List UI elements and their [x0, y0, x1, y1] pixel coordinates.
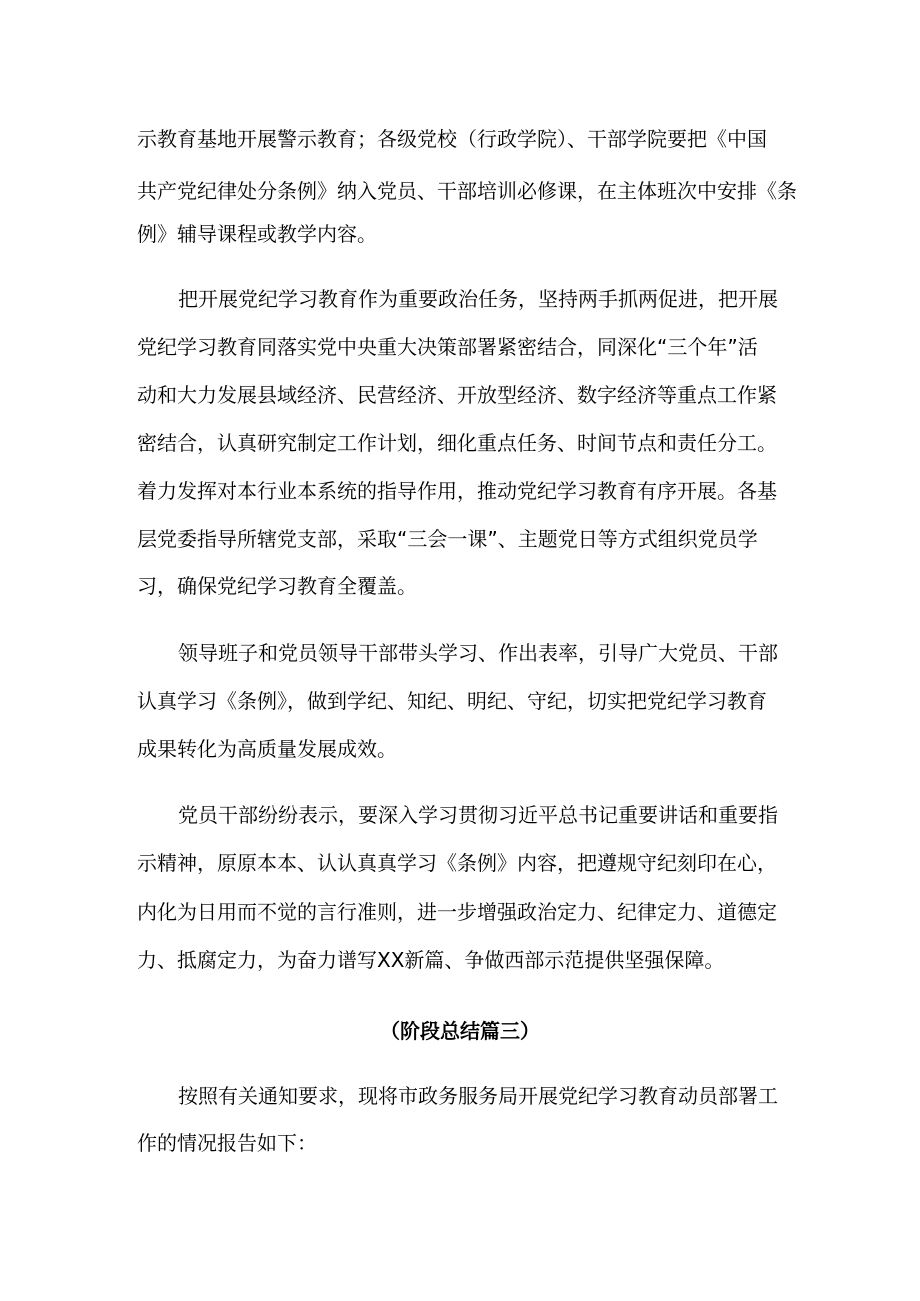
paragraph-line: 党纪学习教育同落实党中央重大决策部署紧密结合，同深化“三个年”活: [137, 335, 758, 359]
paragraph-line: 认真学习《条例》，做到学纪、知纪、明纪、守纪，切实把党纪学习教育: [137, 689, 767, 713]
paragraph-line: 按照有关通知要求，现将市政务服务局开展党纪学习教育动员部署工: [178, 1084, 778, 1108]
paragraph-line: 共产党纪律处分条例》纳入党员、干部培训必修课，在主体班次中安排《条: [137, 179, 797, 203]
paragraph-line: 层党委指导所辖党支部，采取“三会一课”、主题党日等方式组织党员学: [137, 527, 758, 551]
paragraph-line: 例》辅导课程或教学内容。: [137, 222, 377, 246]
paragraph-line: 领导班子和党员领导干部带头学习、作出表率，引导广大党员、干部: [178, 641, 778, 665]
paragraph-line: 示教育基地开展警示教育；各级党校（行政学院）、干部学院要把《中国: [137, 127, 767, 151]
paragraph-line: 内化为日用而不觉的言行准则，进一步增强政治定力、纪律定力、道德定: [137, 900, 777, 924]
paragraph-line: 动和大力发展县域经济、民营经济、开放型经济、数字经济等重点工作紧: [137, 383, 777, 407]
paragraph-line: 密结合，认真研究制定工作计划，细化重点任务、时间节点和责任分工。: [137, 431, 777, 455]
paragraph-line: 示精神，原原本本、认认真真学习《条例》内容，把遵规守纪刻印在心，: [137, 851, 777, 875]
paragraph-line: 作的情况报告如下：: [137, 1131, 317, 1155]
paragraph-line: 力、抵腐定力，为奋力谱写XX新篇、争做西部示范提供坚强保障。: [137, 948, 725, 972]
paragraph-line: 党员干部纷纷表示，要深入学习贯彻习近平总书记重要讲话和重要指: [178, 803, 778, 827]
paragraph-line: 成果转化为高质量发展成效。: [137, 737, 397, 761]
paragraph-line: 把开展党纪学习教育作为重要政治任务，坚持两手抓两促进，把开展: [178, 287, 778, 311]
paragraph-line: 习，确保党纪学习教育全覆盖。: [137, 574, 417, 598]
paragraph-line: 着力发挥对本行业本系统的指导作用，推动党纪学习教育有序开展。各基: [137, 479, 777, 503]
section-heading: （阶段总结篇三）: [380, 1019, 540, 1043]
